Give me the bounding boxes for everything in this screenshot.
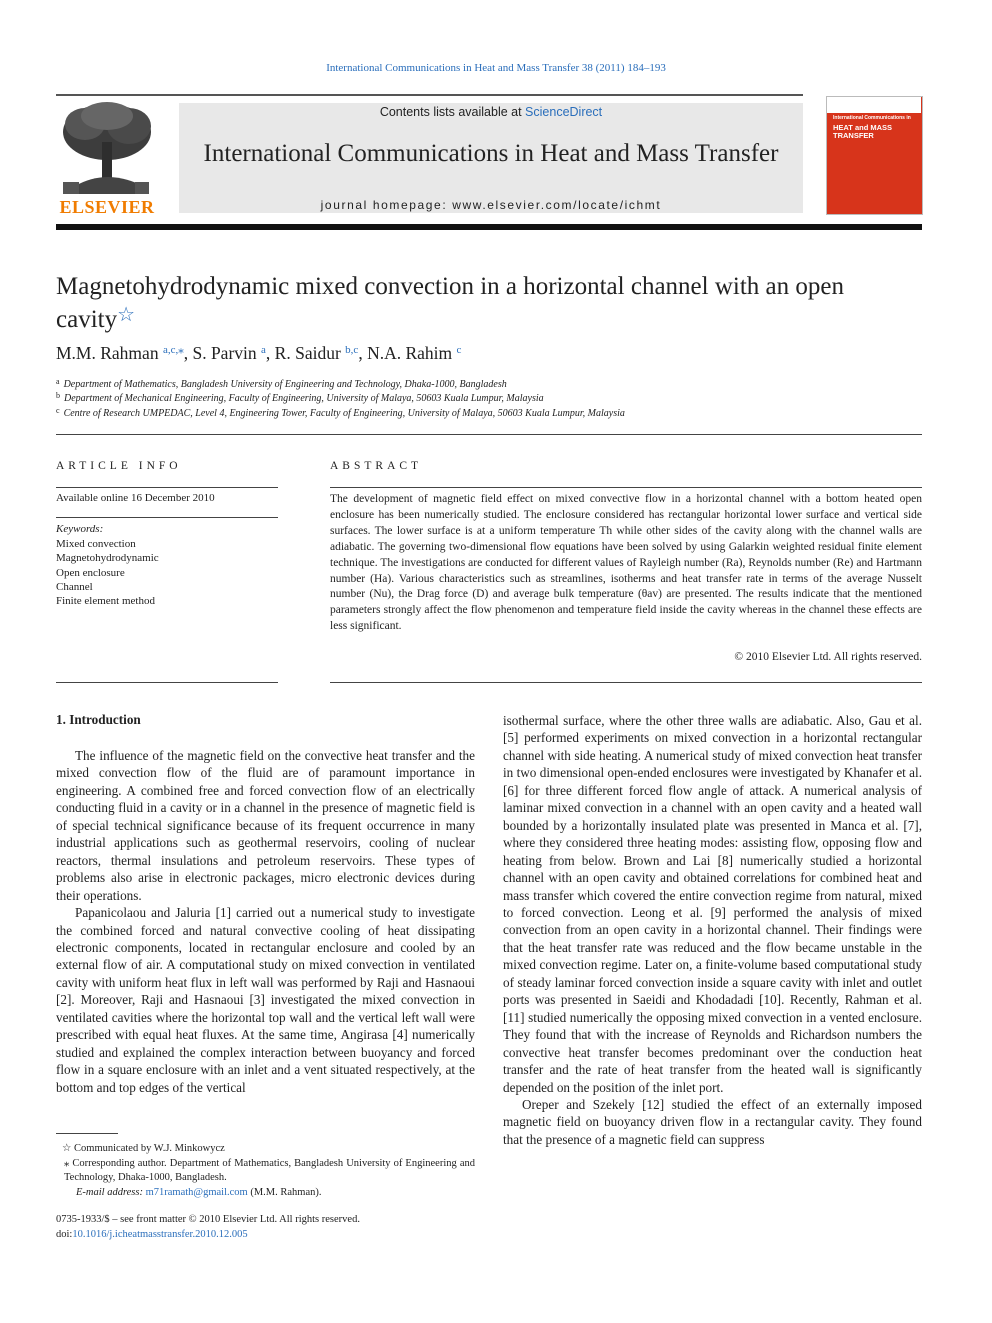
keyword-list — [56, 537, 159, 608]
email-link[interactable]: m71ramath@gmail.com — [145, 1186, 248, 1198]
author-name: S. Parvin — [192, 343, 262, 363]
issn-line: 0735-1933/$ – see front matter © 2010 Elsevier Ltd. All rights reserved. — [56, 1214, 360, 1225]
paragraph: Papanicolaou and Jaluria [1] carried out a numerical study to investigate the combined forced and natural convective cooling of heat dissipating electronic components, located in rectangular enclosure and cooled by an external flow of air. A computational study on mixed convection in ventilated cavity with uniform heat flux in left wall was performed by Raji and Hasnaoui [2]. Moreover, Raji and Hasnaoui [3] investigated the mixed convection in ventilated cavities where the horizontal top wall and the vertical left wall were prescribed with equal heat fluxes. At the same time, Angirasa [4] numerically studied and explained the complex interaction between buoyancy and forced flow in a square enclosure with an inlet and a vent situated respectively, at the bottom and top edges of the vertical — [56, 905, 475, 1095]
header-thick-rule — [56, 224, 922, 230]
doi-link[interactable]: 10.1016/j.icheatmasstransfer.2010.12.005 — [72, 1228, 248, 1240]
article-info-rule — [56, 517, 278, 518]
keyword: Magnetohydrodynamic — [56, 552, 159, 565]
cover-top-strip — [827, 97, 921, 113]
keyword: Finite element method — [56, 595, 155, 608]
author-separator: , — [358, 343, 368, 363]
author-affiliation-marks[interactable]: b,c — [345, 344, 359, 356]
keyword: Open enclosure — [56, 566, 125, 579]
author-separator: , — [265, 343, 275, 363]
affiliation-text: Department of Mechanical Engineering, Faculty of Engineering, University of Malaya, 50603 Kuala Lumpur, Malaysia — [64, 393, 544, 404]
author-name: M.M. Rahman — [56, 343, 163, 363]
affiliation-text: Department of Mathematics, Bangladesh University of Engineering and Technology, Dhaka-1000, Bangladesh — [63, 379, 507, 390]
abstract-copyright: © 2010 Elsevier Ltd. All rights reserved. — [734, 651, 922, 663]
header-top-rule — [56, 94, 803, 96]
journal-reference[interactable]: International Communications in Heat and Mass Transfer 38 (2011) 184–193 — [326, 62, 666, 74]
cover-title: HEAT and MASS TRANSFER — [833, 123, 893, 140]
footnote-communicated: ☆ Communicated by W.J. Minkowycz — [62, 1143, 225, 1154]
footnote-corresponding: ⁎ Corresponding author. Department of Mathematics, Bangladesh University of Engineering and Technology, Dhaka-1000, Bangladesh. — [64, 1157, 475, 1183]
contents-line — [179, 105, 803, 119]
title-footnote-mark[interactable]: ☆ — [117, 304, 136, 326]
affiliation-b — [56, 391, 544, 404]
cover-title-small: International Communications in — [833, 115, 911, 121]
affiliation-a — [56, 377, 507, 390]
paragraph: isothermal surface, where the other three walls are adiabatic. Also, Gau et al. [5] performed experiments on mixed convection in a horizontal rectangular channel with side heating. A numerical study of mixed convection heat transfer in two dimensional open-ended enclosures were investigated by Khanafer et al. [6] for three different forced flow angle of attack. A numerical analysis of laminar mixed convection in a channel with an open cavity and a heated wall bounded by a horizontally insulated plate was presented in Manca et al. [7], where they considered three heating modes: assisting flow, opposing flow and heating from below. Brown and Lai [8] numerically studied a horizontal channel with an open cavity and obtained correlations for combined heat and mass transfer which covered the entire convection regime from natural, mixed to forced convection. Leong et al. [9] performed the analysis of mixed convection from an open cavity in a horizontal channel. Their findings were that the heat transfer rate was reduced and the flow became unstable in the mixed convection regime. Later on, a finite-volume based computational study of steady laminar forced convection inside a square cavity with inlet and outlet ports was presented in Saeidi and Khodadadi [10]. Recently, Rahman et al. [11] studied numerically the opposing mixed convection in a vented enclosure. They found that with the increase of Reynolds and Richardson numbers the convective heat transfer becomes predominant over the conduction heat transfer and the rate of heat transfer from the heated wall is significantly depended on the position of the inlet port. — [503, 713, 922, 1095]
author-name: N.A. Rahim — [367, 343, 457, 363]
article-info-rule — [56, 682, 278, 683]
affiliation-key: a — [56, 377, 60, 386]
body-column-right — [503, 712, 922, 1148]
abstract-rule — [330, 682, 922, 683]
author-separator: , — [183, 343, 193, 363]
doi-prefix: doi: — [56, 1228, 73, 1240]
affiliation-key: b — [56, 391, 60, 400]
author-name: R. Saidur — [274, 343, 346, 363]
doi-line — [56, 1228, 556, 1243]
article-info-heading: ARTICLE INFO — [56, 460, 182, 472]
sciencedirect-link[interactable]: ScienceDirect — [525, 105, 603, 119]
footnote-email — [56, 1186, 475, 1201]
keyword: Mixed convection — [56, 538, 136, 550]
contents-prefix: Contents lists available at — [379, 105, 526, 119]
journal-homepage[interactable]: journal homepage: www.elsevier.com/locate/ichmt — [320, 198, 662, 212]
affiliation-c — [56, 406, 625, 419]
abstract-rule — [330, 487, 922, 488]
available-online: Available online 16 December 2010 — [56, 492, 215, 504]
affiliation-rule — [56, 434, 922, 435]
paragraph: Oreper and Szekely [12] studied the effect of an externally imposed magnetic field on buoyancy driven flow in a rectangular cavity. They found that the presence of a magnetic field can suppress — [503, 1096, 922, 1147]
issn-block — [56, 1213, 556, 1242]
footnotes — [56, 1142, 475, 1200]
article-title-text: Magnetohydrodynamic mixed convection in a horizontal channel with an open cavity — [56, 273, 844, 333]
abstract-heading: ABSTRACT — [330, 460, 423, 472]
author-affiliation-marks[interactable]: a — [261, 344, 266, 356]
email-suffix: (M.M. Rahman). — [247, 1186, 322, 1198]
author-list — [56, 343, 922, 364]
body-column-left — [56, 747, 475, 1096]
section-heading: 1. Introduction — [56, 712, 141, 727]
article-info-rule — [56, 487, 278, 488]
journal-cover — [826, 96, 923, 215]
email-label: E-mail address: — [76, 1186, 146, 1198]
affiliation-text: Centre of Research UMPEDAC, Level 4, Engineering Tower, Faculty of Engineering, University of Malaya, 50603 Kuala Lumpur, Malaysia — [63, 408, 625, 419]
journal-name: International Communications in Heat and Mass Transfer — [203, 140, 779, 167]
paragraph: The influence of the magnetic field on the convective heat transfer and the mixed convection flow of the fluid are of paramount importance in engineering. A combined free and forced convection flow of an electrically conducting fluid in a cavity or in a channel in the presence of magnetic field is of special technical significance because of its frequent occurrence in many industrial applications such as geothermal reservoirs, cooling of nuclear reactors, thermal insulations and petroleum reservoirs. These types of problems also arise in electronic packages, micro electronic devices during their operations. — [56, 748, 475, 903]
keyword: Channel — [56, 580, 93, 593]
affiliation-key: c — [56, 406, 60, 415]
abstract-text: The development of magnetic field effect on mixed convective flow in a horizontal channel with a bottom heated open enclosure has been numerically studied. The enclosure considered has rectangular horizontal lower surface and vertical side surfaces. The lower surface is at a uniform temperature Th while other sides of the cavity along with the channel walls are adiabatic. The governing two-dimensional flow equations have been solved by using Galarkin weighted residual finite element technique. The investigations are conducted for different values of Rayleigh number (Ra), Reynolds number (Re) and Hartmann number (Ha). Various characteristics such as streamlines, isotherms and heat transfer rate in terms of the average Nusselt number (Nu), the Drag force (D) and average bulk temperature (θav) are presented. The results indicate that the mentioned parameters strongly affect the flow phenomenon and temperature field inside the cavity whereas in the channel these effects are less significant. — [330, 493, 922, 633]
author-affiliation-marks[interactable]: c — [456, 344, 462, 356]
keywords-label: Keywords: — [56, 523, 104, 535]
elsevier-wordmark: ELSEVIER — [59, 197, 155, 217]
article-title — [56, 272, 876, 334]
footnote-rule — [56, 1133, 118, 1134]
author-affiliation-marks[interactable]: a,c,⁎ — [162, 344, 184, 356]
